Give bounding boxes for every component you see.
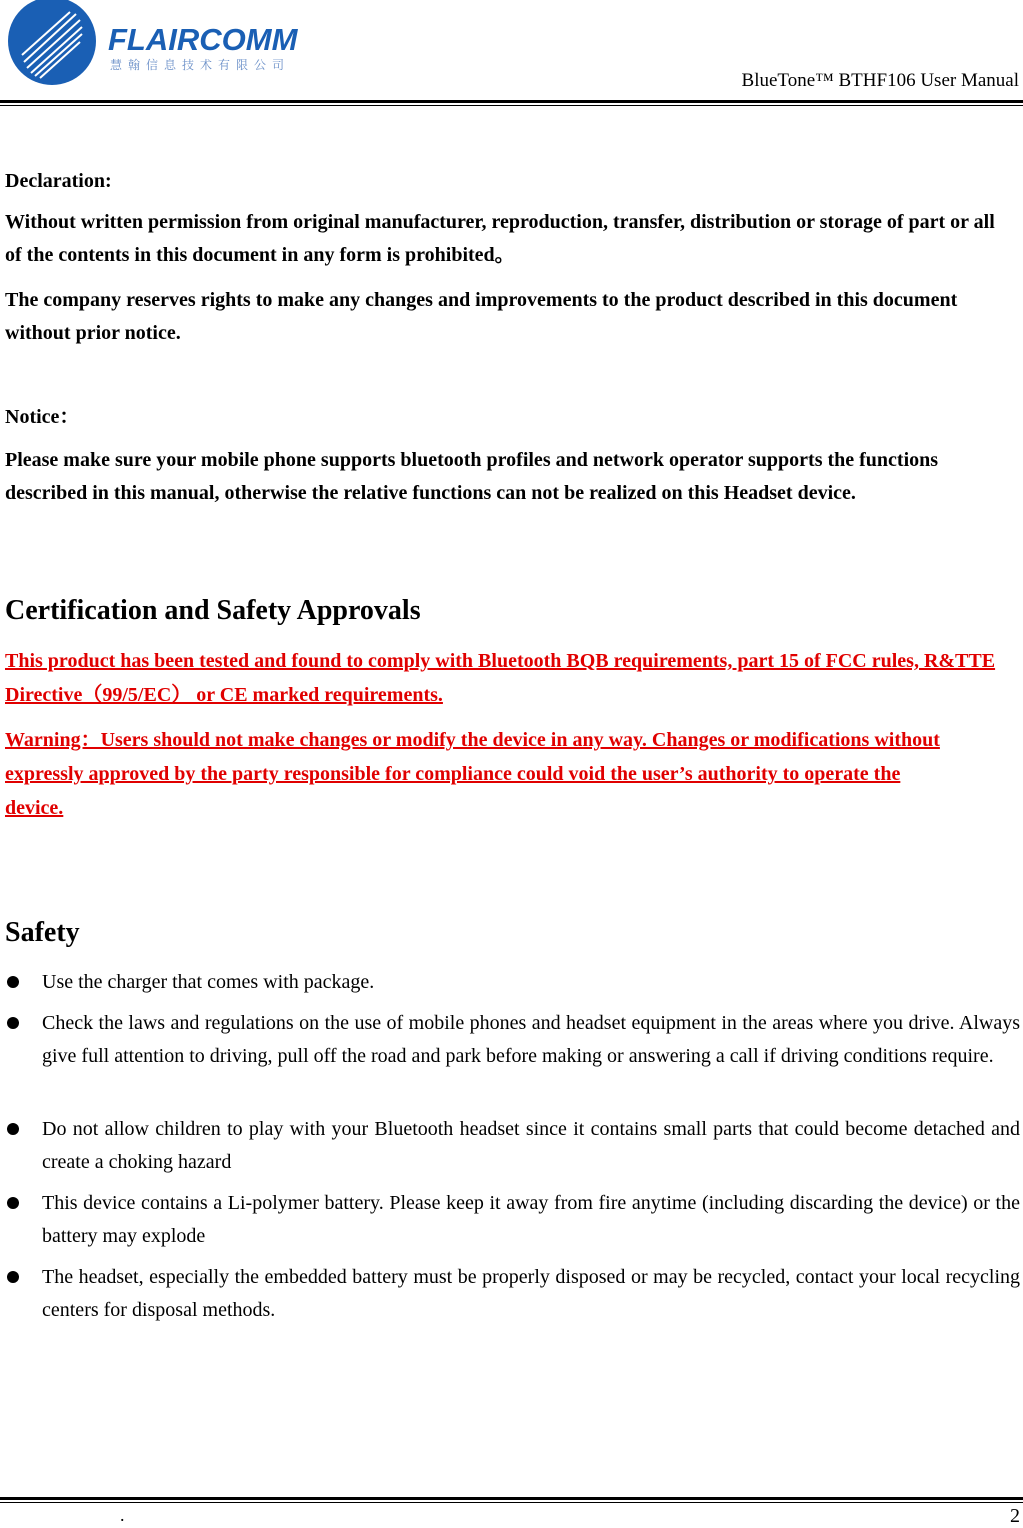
- safety-item: [5, 1261, 1020, 1327]
- warning-paragraph: Warning：Users should not make changes or modify the device in any way. Changes or modifications without expressly approved by the party responsible for compliance could void the user’s authority to operate the device.: [5, 729, 940, 819]
- certification-heading: Certification and Safety Approvals: [5, 595, 421, 626]
- bullet-icon: [7, 1271, 19, 1283]
- footer-rule-thin: [0, 1502, 1023, 1503]
- safety-item: [5, 1113, 1020, 1179]
- safety-item: [5, 1187, 1020, 1253]
- bullet-icon: [7, 1197, 19, 1209]
- notice-heading: Notice：: [5, 406, 80, 428]
- header-rule: [0, 100, 1023, 103]
- safety-item-text: The headset, especially the embedded battery must be properly disposed or may be recycled, contact your local recycling centers for disposal methods.: [42, 1266, 1020, 1321]
- safety-item-text: Do not allow children to play with your Bluetooth headset since it contains small parts that could become detached and create a choking hazard: [42, 1118, 1020, 1173]
- declaration-paragraph-1: Without written permission from original manufacturer, reproduction, transfer, distribution or storage of part or all of the contents in this document in any form is prohibited。: [5, 211, 995, 266]
- svg-text:FLAIRCOMM: FLAIRCOMM: [108, 22, 298, 57]
- footer-rule: [0, 1497, 1023, 1500]
- safety-item-text: Check the laws and regulations on the use of mobile phones and headset equipment in the areas where you drive. Always give full attention to driving, pull off the road and park before making or answering a call if driving conditions require.: [42, 1012, 1020, 1067]
- footer-mark: .: [120, 1505, 125, 1525]
- safety-heading: Safety: [5, 917, 80, 948]
- bullet-icon: [7, 1123, 19, 1135]
- safety-item-text: Use the charger that comes with package.: [42, 971, 375, 993]
- document-title: BlueTone™ BTHF106 User Manual: [741, 70, 1019, 91]
- bullet-icon: [7, 1017, 19, 1029]
- bullet-icon: [7, 976, 19, 988]
- declaration-paragraph-2: The company reserves rights to make any changes and improvements to the product described in this document without prior notice.: [5, 289, 958, 344]
- safety-item: [5, 1007, 1020, 1073]
- svg-text:慧翰信息技术有限公司: 慧翰信息技术有限公司: [110, 58, 291, 72]
- safety-item-text: This device contains a Li-polymer battery. Please keep it away from fire anytime (including discarding the device) or the battery may explode: [42, 1192, 1020, 1247]
- safety-item: [5, 966, 1020, 999]
- notice-paragraph: Please make sure your mobile phone supports bluetooth profiles and network operator supports the functions described in this manual, otherwise the relative functions can not be realized on this Headset device.: [5, 449, 939, 504]
- flaircomm-logo: [6, 0, 316, 86]
- certification-paragraph: This product has been tested and found to comply with Bluetooth BQB requirements, part 15 of FCC rules, R&TTE Directive（99/5/EC） or CE marked requirements.: [5, 650, 996, 706]
- header-rule-thin: [0, 105, 1023, 106]
- declaration-heading: Declaration:: [5, 170, 112, 192]
- page-number: 2: [1010, 1505, 1020, 1527]
